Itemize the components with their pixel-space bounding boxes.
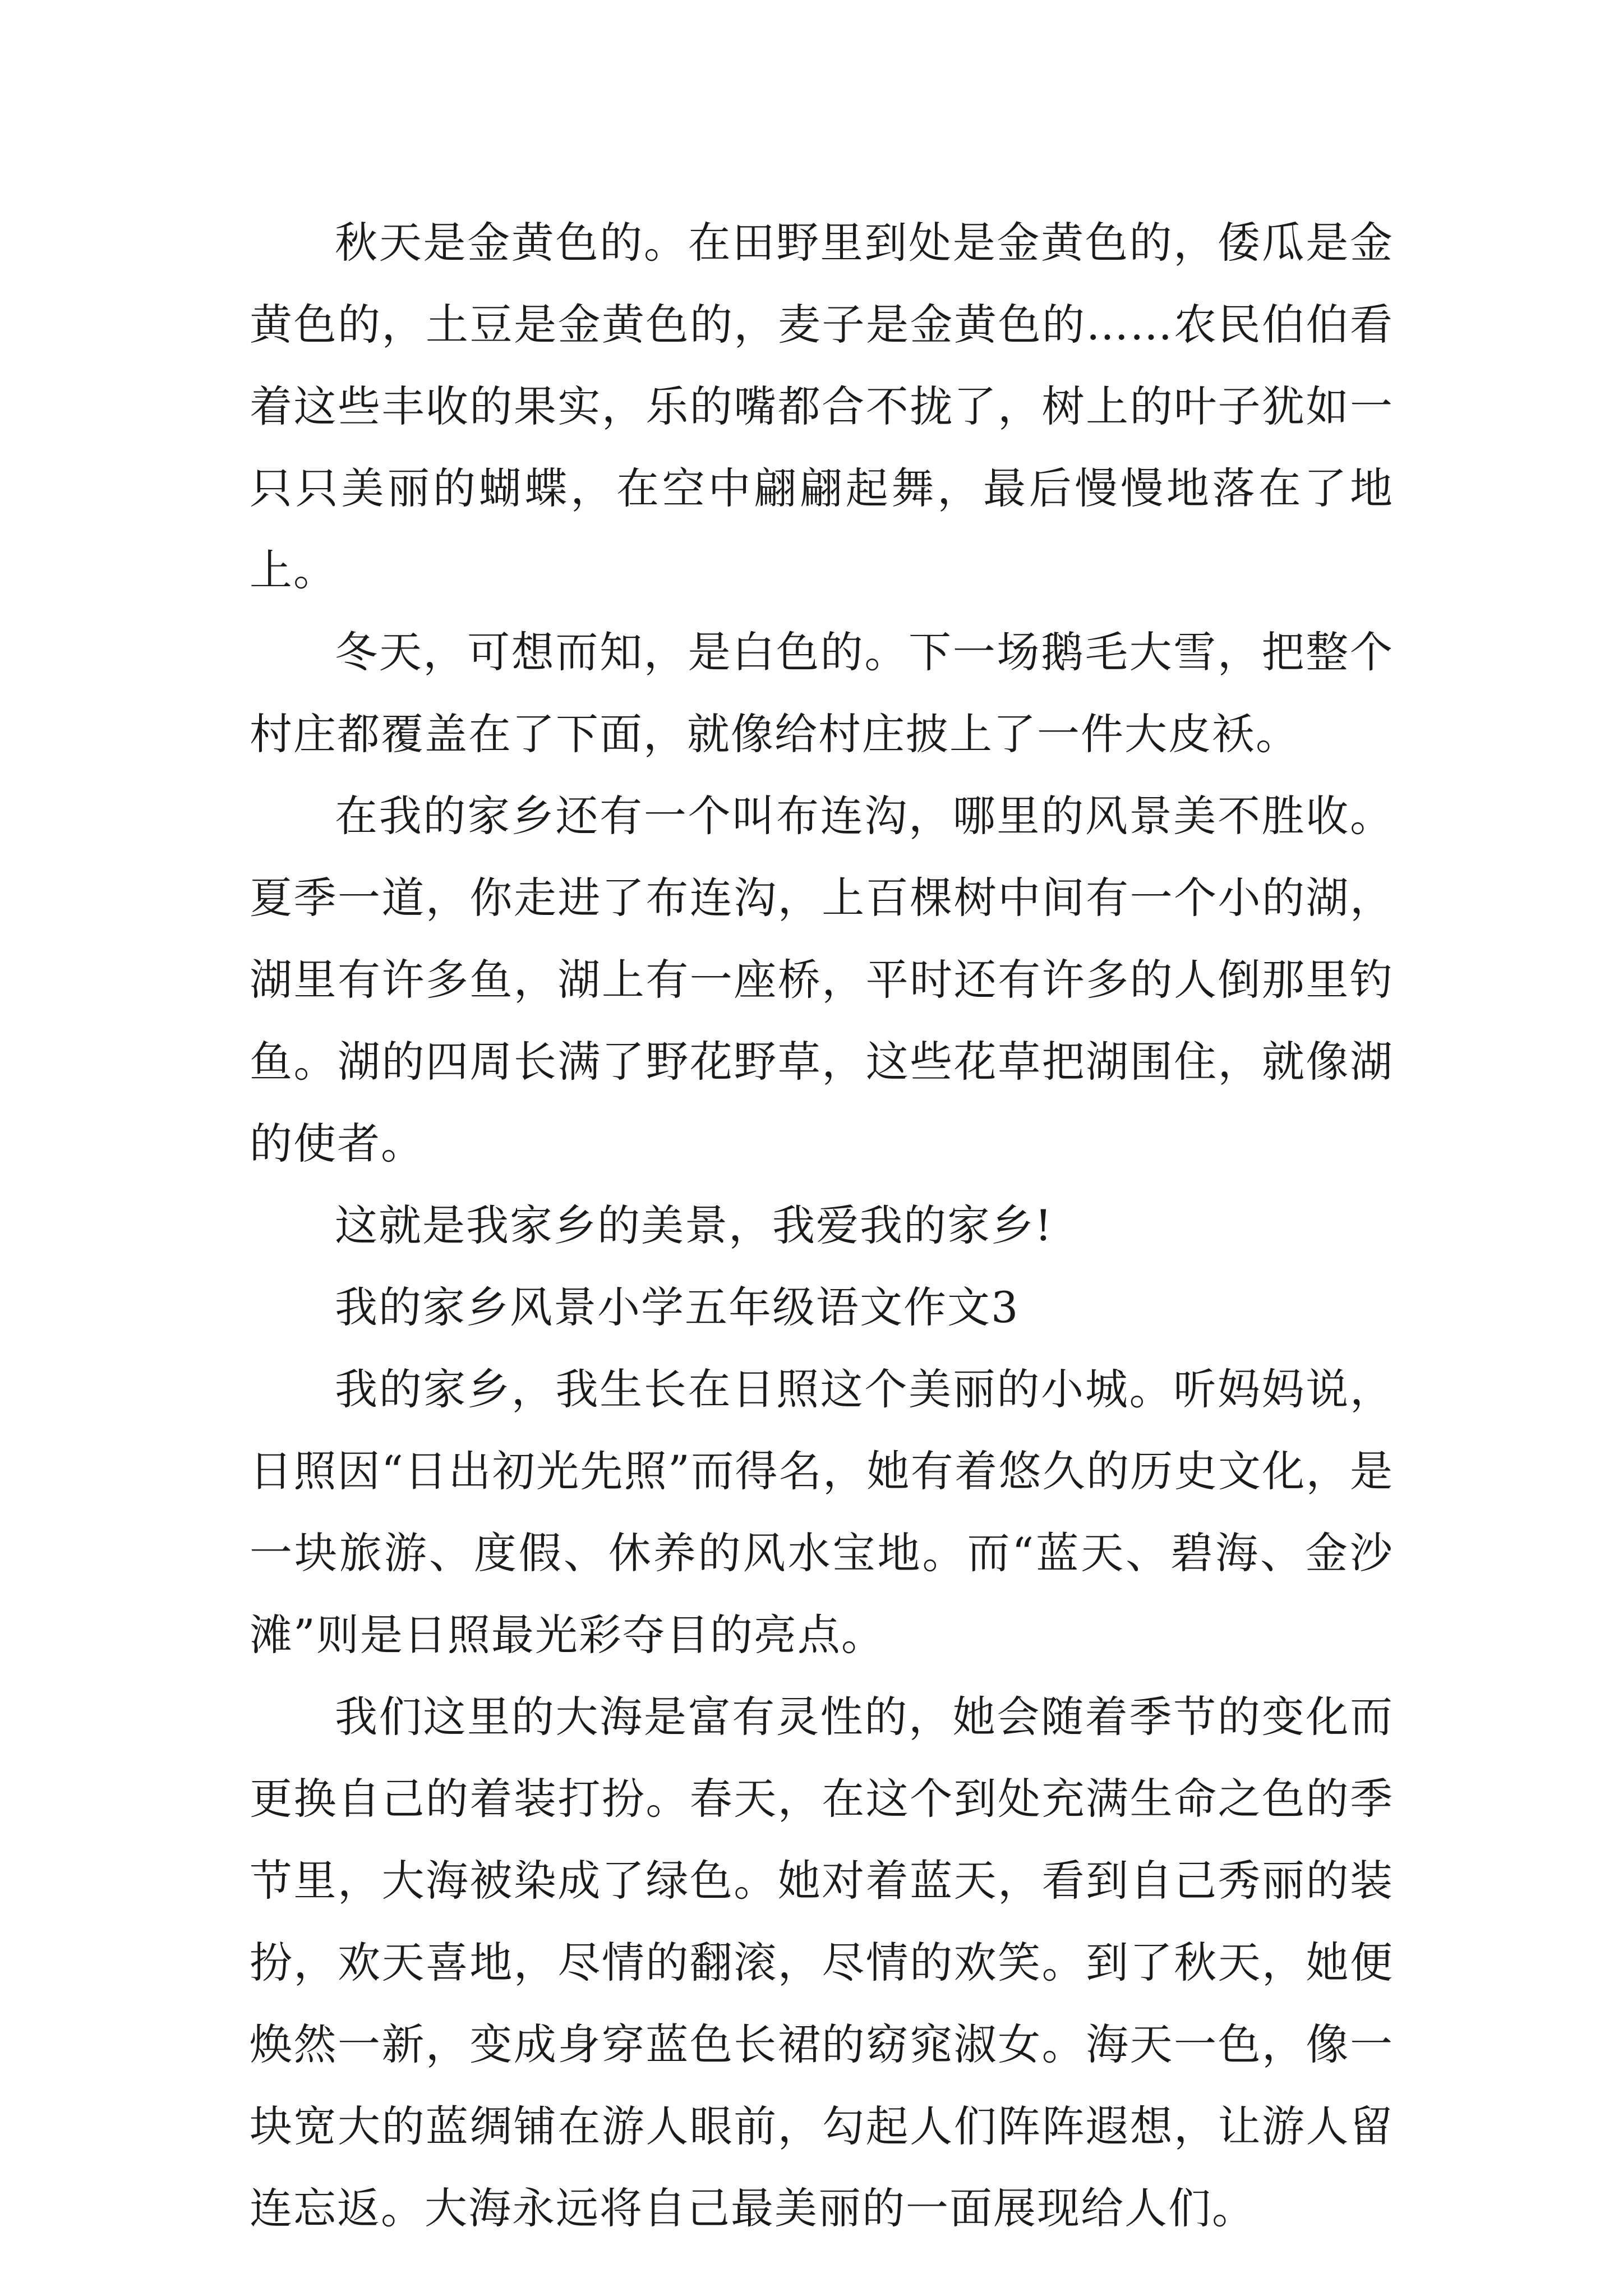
paragraph-bulian-gully: 在我的家乡还有一个叫布连沟，哪里的风景美不胜收。夏季一道，你走进了布连沟，上百棵树中间有一个小的湖，湖里有许多鱼，湖上有一座桥，平时还有许多的人倒那里钓鱼。湖的四周长满了野花野草，这些花草把湖围住，就像湖的使者。	[250, 791, 1394, 1168]
paragraph-sea: 我们这里的大海是富有灵性的，她会随着季节的变化而更换自己的着装打扮。春天，在这个到处充满生命之色的季节里，大海被染成了绿色。她对着蓝天，看到自己秀丽的装扮，欢天喜地，尽情的翻滚，尽情的欢笑。到了秋天，她便焕然一新，变成身穿蓝色长裙的窈窕淑女。海天一色，像一块宽大的蓝绸铺在游人眼前，勾起人们阵阵遐想，让游人留连忘返。大海永远将自己最美丽的一面展现给人们。	[250, 1692, 1394, 2233]
paragraph-conclusion: 这就是我家乡的美景，我爱我的家乡!	[335, 1200, 1053, 1250]
paragraph-rizhao-intro: 我的家乡，我生长在日照这个美丽的小城。听妈妈说，日照因“日出初光先照”而得名，她有着悠久的历史文化，是一块旅游、度假、休养的风水宝地。而“蓝天、碧海、金沙滩”则是日照最光彩夺目的亮点。	[250, 1364, 1394, 1660]
paragraph-autumn: 秋天是金黄色的。在田野里到处是金黄色的，倭瓜是金黄色的，土豆是金黄色的，麦子是金黄色的……农民伯伯看着这些丰收的果实，乐的嘴都合不拢了，树上的叶子犹如一只只美丽的蝴蝶，在空中翩翩起舞，最后慢慢地落在了地上。	[250, 218, 1394, 595]
section-title: 我的家乡风景小学五年级语文作文3	[335, 1282, 1020, 1332]
paragraph-winter: 冬天，可想而知，是白色的。下一场鹅毛大雪，把整个村庄都覆盖在了下面，就像给村庄披上了一件大皮袄。	[250, 627, 1394, 759]
document-body	[250, 202, 1394, 2249]
